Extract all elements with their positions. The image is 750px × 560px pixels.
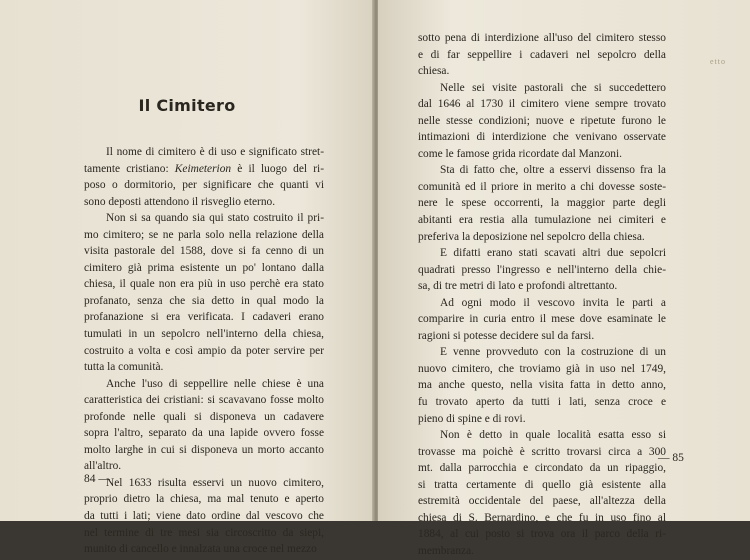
text-line: mo cimitero; se ne parla solo nella relazione della — [84, 228, 324, 241]
text-line: costruito a volta e così ampio da poter servire per — [84, 344, 324, 357]
margin-mark: etto — [710, 57, 726, 66]
text-line: profanazione si era verificata. I cadaveri erano — [84, 311, 324, 324]
text-line: pieno di spine e di rovi. — [418, 412, 526, 425]
text-line: E difatti erano stati scavati altri due sepolcri — [440, 247, 666, 260]
text-line: munito di cancello e innalzata una croce nel mezzo — [84, 543, 317, 556]
text-line: estremità occidentale del paese, all'altezza della — [418, 495, 666, 508]
text-line: chiesa di S. Bernardino, e che fu in uso fino al — [418, 511, 666, 524]
text-line: nuovo cimitero, che troviamo già in uso nel 1749, — [418, 362, 666, 375]
paragraph — [418, 162, 666, 245]
text-line: profanato, senza che sia detto in qual modo la — [84, 294, 324, 307]
left-page — [0, 0, 374, 556]
text-line: e di far seppellire i cadaveri nel sepolcro della — [418, 48, 666, 61]
text-line: all'altro. — [84, 460, 122, 473]
paragraph — [418, 427, 666, 559]
text-line: caratteristica dei cristiani: si scavavano fosse molto — [84, 394, 324, 407]
text-line: Sta di fatto che, oltre a esservi dissenso fra la — [440, 164, 666, 177]
paragraph — [84, 475, 324, 558]
paragraph — [418, 344, 666, 427]
text-line: dal 1646 al 1730 il cimitero viene sempre trovato — [418, 98, 666, 111]
text-line: sopra l'altro, separato da una lapide ovvero fosse — [84, 427, 324, 440]
text-line: preferiva la deposizione nel sepolcro della chiesa. — [418, 230, 645, 243]
text-line: fu trovato aperto da tutti i lati, senza croce e — [418, 396, 666, 409]
text-line: Ad ogni modo il vescovo invita le parti a — [440, 296, 666, 309]
text-line: tumulati in un sepolcro nell'interno della chiesa, — [84, 328, 324, 341]
text-line: Non si sa quando sia qui stato costruito il pri- — [106, 212, 324, 225]
text-line: Anche l'uso di seppellire nelle chiese è una — [106, 377, 324, 390]
text-line: cimitero già prima esistente un po' lontano dalla — [84, 261, 324, 274]
chapter-title: Il Cimitero — [138, 96, 236, 115]
text-line: mt. dalla parrocchia e circondato da un ripaggio, — [418, 462, 666, 475]
text-line: Nelle sei visite pastorali che si succedettero — [440, 81, 666, 94]
left-page-body — [84, 144, 324, 558]
text-line: E venne provveduto con la costruzione di un — [440, 346, 666, 359]
paragraph — [418, 295, 666, 345]
text-line: abitanti era restia alla tumulazione nei cimiteri e — [418, 214, 666, 227]
paragraph — [418, 80, 666, 163]
text-line: nel termine di tre mesi sia circoscritto da siepi, — [84, 526, 324, 539]
text-line: nelle stesse condizioni; nuove e ripetute furono le — [418, 114, 666, 127]
text-line: sono deposti attendono il risveglio eterno. — [84, 195, 276, 208]
right-page — [378, 0, 750, 557]
text-line: poso o dormitorio, per significare che quanti vi — [84, 179, 324, 192]
text-line: profonde nelle quali si disponeva un cadavere — [84, 410, 324, 423]
text-line: intimazioni di interdizione che venivano osservate — [418, 131, 666, 144]
text-line: chiesa. — [418, 65, 450, 78]
text-line: chiesa, il quale non era più in uso perchè era stato — [84, 278, 324, 291]
text-line: 1884, al cui posto si trova ora il parco della ri- — [418, 528, 666, 541]
text-line: comparire in curia entro il mese dove esaminate le — [418, 313, 666, 326]
text-line: proprio dietro la chiesa, ma mal tenuto e aperto — [84, 493, 324, 506]
text-line: visita pastorale del 1588, dove si fa cenno di un — [84, 245, 324, 258]
paragraph — [84, 376, 324, 475]
text-line: si tratta certamente di quello già esistente alla — [418, 478, 666, 491]
text-line: Non è detto in quale località esatta esso si — [440, 429, 666, 442]
text-line: comunità ed il priore in merito a chi dovesse soste- — [418, 180, 666, 193]
text-line: sotto pena di interdizione all'uso del cimitero stesso — [418, 32, 666, 44]
text-line: nere le spese occorrenti, la maggior parte degli — [418, 197, 666, 210]
page-number-right: — 85 — [658, 452, 684, 464]
text-line: ragioni si potesse decidere sul da farsi. — [418, 329, 595, 342]
right-page-body — [418, 30, 666, 560]
text-line: membranza. — [418, 544, 474, 557]
text-line: tamente cristiano: Keimeterion è il luogo del ri- — [84, 162, 324, 175]
page-number-left: 84 — — [84, 473, 110, 485]
text-line: molto larghe in cui si disponeva un morto accanto — [84, 443, 324, 456]
text-line: ma anche questo, nella visita fatta in detto anno, — [418, 379, 666, 392]
text-line: Nel 1633 risulta esservi un nuovo cimitero, — [106, 476, 324, 489]
text-line: sa, di tre metri di lato e profondi altrettanto. — [418, 280, 618, 293]
text-line: come le famose grida ricordate dal Manzoni. — [418, 147, 622, 160]
paragraph — [418, 245, 666, 295]
text-line: trovasse ma poichè è scritto trovarsi circa a 300 — [418, 445, 666, 458]
text-line: da tutti i lati; viene dato ordine dal vescovo che — [84, 510, 324, 523]
paragraph — [84, 144, 324, 210]
paragraph — [418, 30, 666, 80]
text-line: quadrati presso l'ingresso e nell'interno della chie- — [418, 263, 666, 276]
text-line: tutta la comunità. — [84, 361, 164, 374]
text-line: Il nome di cimitero è di uso e significato stret- — [106, 146, 324, 158]
paragraph — [84, 210, 324, 375]
